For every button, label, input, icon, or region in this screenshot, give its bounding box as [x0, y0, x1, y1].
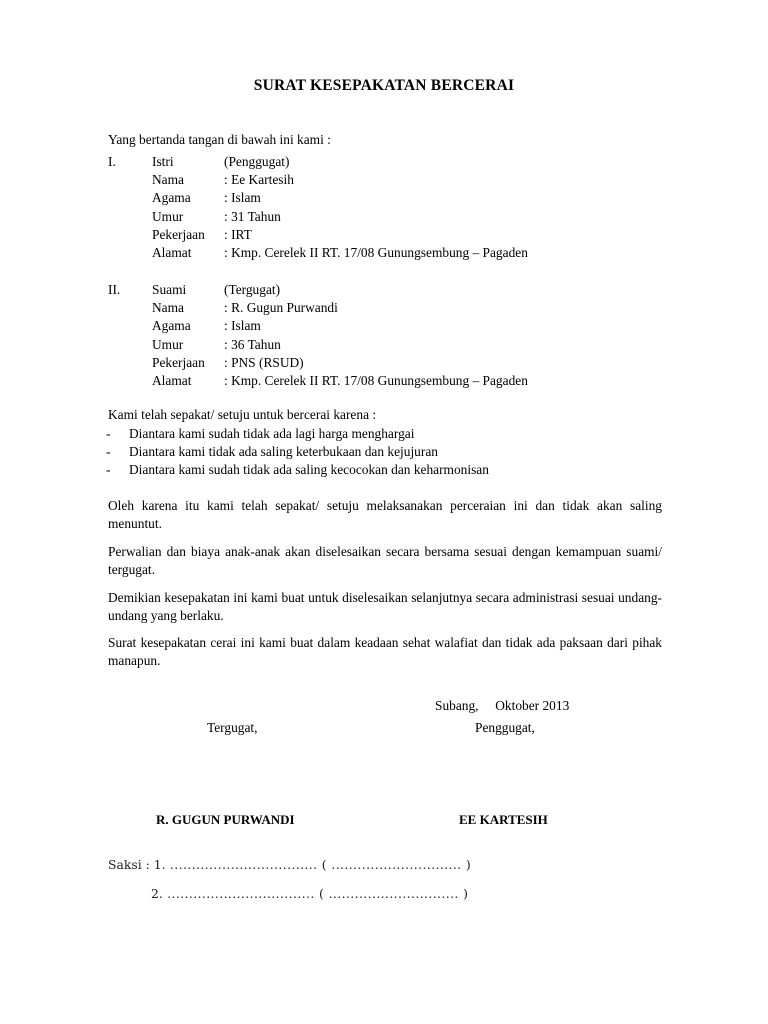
field-row-umur [108, 208, 528, 226]
party-role: Suami [152, 282, 187, 297]
party-number: II. [108, 282, 121, 297]
reasons-list [106, 425, 489, 479]
field-row-nama [108, 171, 528, 189]
field-label: Alamat [152, 244, 192, 260]
field-label: Pekerjaan [152, 226, 205, 242]
witness-number: 2. [151, 886, 163, 901]
field-row-alamat [108, 244, 528, 262]
place-date: Subang, Oktober 2013 [435, 698, 570, 713]
witness-line-1 [108, 856, 471, 874]
party-header-row [108, 153, 528, 171]
field-row-agama [108, 317, 528, 335]
field-label: Umur [152, 208, 184, 224]
party-header-row [108, 281, 528, 299]
field-row-agama [108, 189, 528, 207]
document-title: SURAT KESEPAKATAN BERCERAI [253, 77, 515, 94]
paragraph-agreement: Oleh karena itu kami telah sepakat/ setuju melaksanakan perceraian ini dan tidak akan saling menuntut. [108, 498, 662, 531]
bullet-dash: - [106, 462, 111, 477]
witness-blank: .................................. ( .............................. ) [162, 886, 469, 901]
reason-text: Diantara kami tidak ada saling keterbukaan dan kejujuran [129, 444, 438, 459]
party-role-note: (Penggugat) [224, 154, 290, 169]
agreement-intro: Kami telah sepakat/ setuju untuk bercerai karena : [108, 407, 377, 422]
paragraph-custody: Perwalian dan biaya anak-anak akan diselesaikan secara bersama sesuai dengan kemampuan suami/ tergugat. [108, 544, 662, 577]
field-value: : Ee Kartesih [224, 172, 294, 188]
intro-text: Yang bertanda tangan di bawah ini kami : [108, 132, 331, 147]
reason-text: Diantara kami sudah tidak ada saling kecocokan dan keharmonisan [129, 462, 489, 477]
bullet-dash: - [106, 444, 111, 459]
party-number: I. [108, 154, 116, 169]
signatory-role-plaintiff: Penggugat, [475, 720, 535, 735]
party-wife [108, 153, 528, 262]
field-value: : 36 Tahun [224, 336, 281, 352]
field-label: Umur [152, 336, 184, 352]
bullet-dash: - [106, 426, 111, 441]
list-item [106, 443, 489, 461]
field-row-pekerjaan [108, 226, 528, 244]
witness-line-2 [151, 885, 468, 903]
list-item [106, 461, 489, 479]
party-role: Istri [152, 154, 174, 169]
field-row-nama [108, 299, 528, 317]
field-value: : PNS (RSUD) [224, 354, 304, 370]
field-row-alamat [108, 372, 528, 390]
field-label: Agama [152, 318, 191, 334]
field-row-umur [108, 336, 528, 354]
field-label: Agama [152, 190, 191, 206]
field-value: : R. Gugun Purwandi [224, 300, 338, 316]
field-label: Alamat [152, 372, 192, 388]
signatory-name-plaintiff: EE KARTESIH [459, 812, 548, 827]
witness-blank: .................................. ( .............................. ) [165, 857, 472, 872]
field-value: : Kmp. Cerelek II RT. 17/08 Gunungsembung – Pagaden [224, 244, 528, 260]
party-role-note: (Tergugat) [224, 282, 281, 297]
field-label: Pekerjaan [152, 354, 205, 370]
paragraph-consent: Surat kesepakatan cerai ini kami buat dalam keadaan sehat walafiat dan tidak ada paksaan dari pihak manapun. [108, 635, 662, 668]
field-row-pekerjaan [108, 354, 528, 372]
field-value: : Kmp. Cerelek II RT. 17/08 Gunungsembung – Pagaden [224, 372, 528, 388]
paragraph-administration: Demikian kesepakatan ini kami buat untuk diselesaikan selanjutnya secara administrasi sesuai undang-undang yang berlaku. [108, 590, 662, 623]
party-husband [108, 281, 528, 390]
field-value: : Islam [224, 190, 261, 206]
field-value: : IRT [224, 226, 252, 242]
field-value: : 31 Tahun [224, 208, 281, 224]
reason-text: Diantara kami sudah tidak ada lagi harga menghargai [129, 426, 415, 441]
field-label: Nama [152, 172, 184, 188]
signatory-role-defendant: Tergugat, [207, 720, 258, 735]
field-label: Nama [152, 300, 184, 316]
list-item [106, 425, 489, 443]
field-value: : Islam [224, 318, 261, 334]
witness-label: Saksi : 1. [108, 857, 166, 872]
signatory-name-defendant: R. GUGUN PURWANDI [156, 812, 295, 827]
